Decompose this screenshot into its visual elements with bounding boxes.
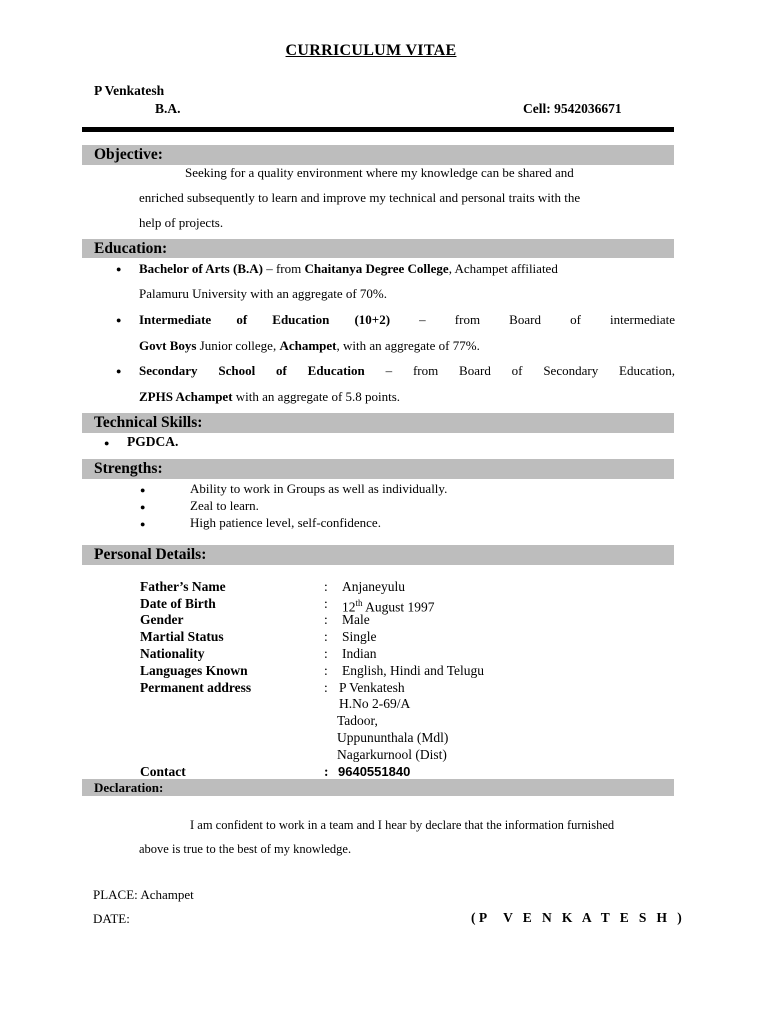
detail-label: Permanent address	[140, 680, 252, 695]
section-technical-skills	[82, 413, 674, 433]
detail-row-contact	[0, 763, 768, 780]
bullet-icon: ●	[140, 519, 146, 529]
objective-line-3: help of projects.	[139, 215, 224, 230]
detail-label: Contact	[140, 764, 186, 779]
detail-value: Anjaneyulu	[342, 579, 405, 594]
address-line: P Venkatesh	[339, 680, 405, 695]
address-line: H.No 2-69/A	[339, 696, 411, 711]
detail-value: 12th August 1997	[342, 598, 435, 615]
candidate-cell: Cell: 9542036671	[523, 101, 622, 116]
section-declaration	[82, 779, 674, 796]
strength-item: High patience level, self-confidence.	[190, 515, 381, 530]
bullet-icon: ●	[140, 502, 146, 512]
candidate-degree: B.A.	[155, 101, 181, 116]
detail-label: Gender	[140, 612, 184, 627]
candidate-name: P Venkatesh	[94, 83, 165, 98]
strength-item: Zeal to learn.	[190, 498, 259, 513]
technical-skills-heading: Technical Skills:	[94, 414, 203, 431]
objective-line-2: enriched subsequently to learn and improve my technical and personal traits with the	[139, 190, 581, 205]
detail-value: Indian	[342, 646, 377, 661]
education-item-1-line-1: Bachelor of Arts (B.A) – from Chaitanya Degree College, Achampet affiliated	[139, 261, 558, 276]
detail-colon: :	[324, 596, 328, 611]
detail-label: Date of Birth	[140, 596, 216, 611]
detail-colon: :	[324, 612, 328, 627]
declaration-heading: Declaration:	[94, 780, 164, 795]
education-item-3-line-2: ZPHS Achampet with an aggregate of 5.8 points.	[139, 389, 401, 404]
detail-label: Languages Known	[140, 663, 248, 678]
objective-line-1: Seeking for a quality environment where my knowledge can be shared and	[185, 165, 574, 180]
bullet-icon: ●	[116, 315, 122, 325]
detail-row-fathers-name	[0, 578, 768, 595]
detail-colon: :	[324, 680, 328, 695]
declaration-line-2: above is true to the best of my knowledge.	[139, 842, 352, 856]
place-line: PLACE: Achampet	[93, 887, 194, 902]
bullet-icon: ●	[116, 264, 122, 274]
declaration-line-1: I am confident to work in a team and I hear by declare that the information furnished	[190, 818, 615, 832]
detail-colon: :	[324, 629, 328, 644]
detail-colon: :	[324, 764, 329, 779]
strength-item: Ability to work in Groups as well as individually.	[190, 481, 448, 496]
document-title: CURRICULUM VITAE	[285, 42, 457, 59]
detail-value: Single	[342, 629, 377, 644]
address-line: Nagarkurnool (Dist)	[337, 747, 447, 762]
bullet-icon: ●	[140, 485, 146, 495]
address-line: Tadoor,	[337, 713, 378, 728]
section-personal-details	[82, 545, 674, 565]
personal-details-heading: Personal Details:	[94, 546, 207, 563]
strengths-heading: Strengths:	[94, 460, 163, 477]
education-item-3-line-1: Secondary School of Education – from Board of Secondary Education,	[139, 363, 675, 378]
address-line: Uppununthala (Mdl)	[337, 730, 449, 745]
date-line: DATE:	[93, 911, 130, 926]
detail-label: Nationality	[140, 646, 205, 661]
detail-colon: :	[324, 663, 328, 678]
detail-row-dob	[0, 595, 768, 615]
objective-heading: Objective:	[94, 146, 163, 163]
detail-row-nationality	[0, 645, 768, 662]
detail-value: 9640551840	[338, 764, 411, 779]
bullet-icon: ●	[104, 438, 110, 448]
detail-row-languages	[0, 662, 768, 679]
detail-colon: :	[324, 646, 328, 661]
technical-skill-item: PGDCA.	[127, 434, 179, 449]
detail-row-gender	[0, 611, 768, 628]
education-item-1-line-2: Palamuru University with an aggregate of 70%.	[139, 286, 388, 301]
detail-colon: :	[324, 579, 328, 594]
detail-row-marital-status	[0, 628, 768, 645]
education-item-2-line-2: Govt Boys Junior college, Achampet, with an aggregate of 77%.	[139, 338, 480, 353]
detail-value: English, Hindi and Telugu	[342, 663, 485, 678]
education-item-2-line-1: Intermediate of Education (10+2) – from Board of intermediate	[139, 312, 675, 327]
detail-row-address	[0, 679, 768, 696]
education-heading: Education:	[94, 240, 168, 257]
signature: (P V E N K A T E S H )	[471, 910, 686, 925]
header-divider	[82, 127, 674, 132]
detail-label: Martial Status	[140, 629, 224, 644]
detail-value: Male	[342, 612, 370, 627]
section-strengths	[82, 459, 674, 479]
bullet-icon: ●	[116, 366, 122, 376]
detail-label: Father’s Name	[140, 579, 226, 594]
